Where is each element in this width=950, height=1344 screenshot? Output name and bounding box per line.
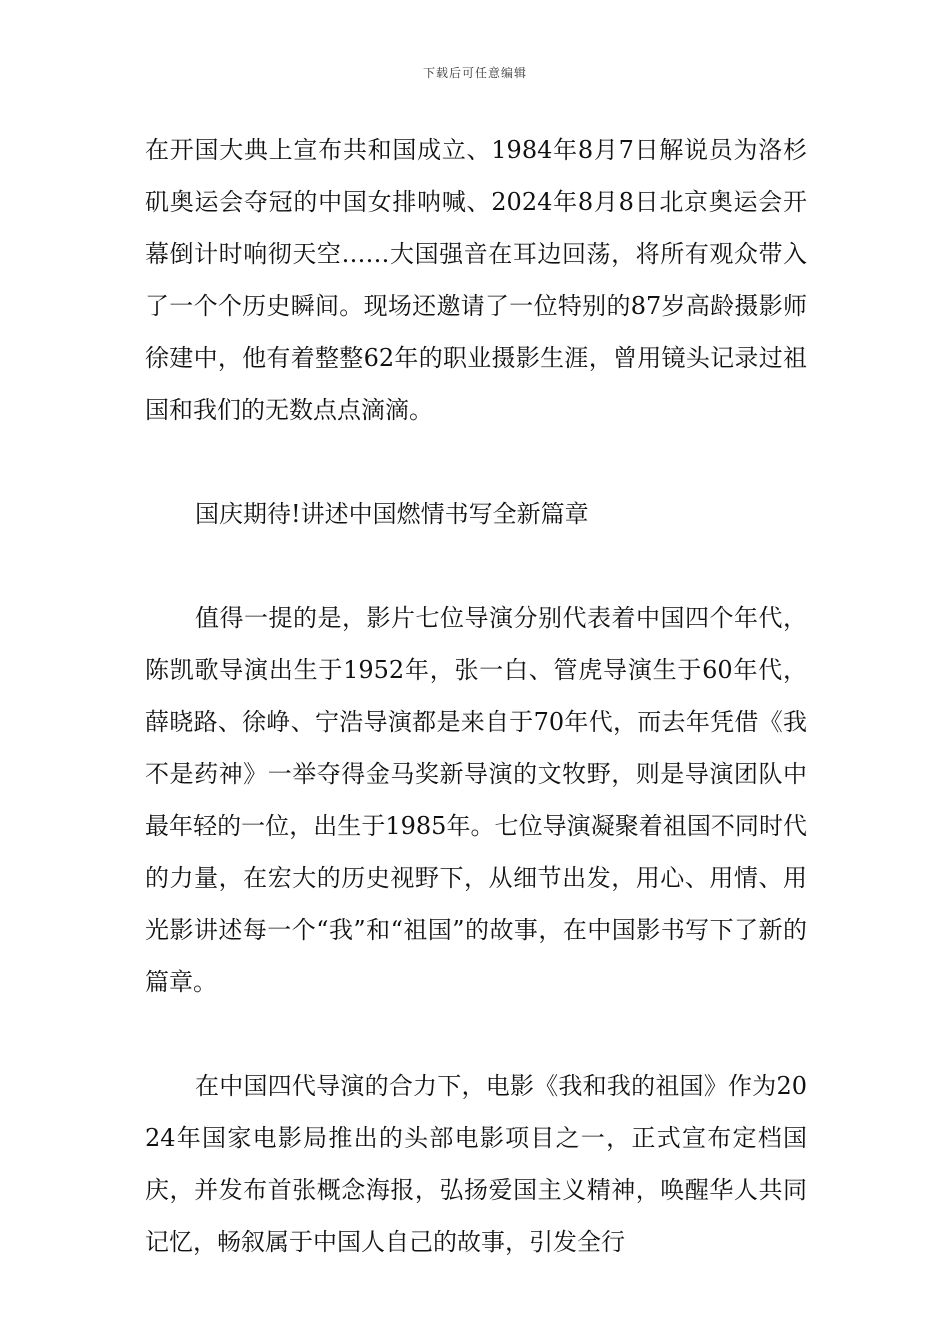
document-body (145, 124, 807, 1268)
page-header: 下载后可任意编辑 (422, 66, 527, 80)
section-heading: 国庆期待!讲述中国燃情书写全新篇章 (195, 500, 589, 528)
paragraph-release: 在中国四代导演的合力下，电影《我和我的祖国》作为2024年国家电影局推出的头部电影项目之一，正式宣布定档国庆，并发布首张概念海报，弘扬爱国主义精神，唤醒华人共同记忆，畅叙属于中国人自己的故事，引发全行 (145, 1072, 807, 1256)
paragraph-gap (145, 436, 807, 488)
paragraph-gap (145, 540, 807, 592)
paragraph-gap (145, 1008, 807, 1060)
paragraph-intro: 在开国大典上宣布共和国成立、1984年8月7日解说员为洛杉矶奥运会夺冠的中国女排呐喊、2024年8月8日北京奥运会开幕倒计时响彻天空……大国强音在耳边回荡，将所有观众带入了一个个历史瞬间。现场还邀请了一位特别的87岁高龄摄影师徐建中，他有着整整62年的职业摄影生涯，曾用镜头记录过祖国和我们的无数点点滴滴。 (145, 136, 807, 424)
paragraph-directors: 值得一提的是，影片七位导演分别代表着中国四个年代，陈凯歌导演出生于1952年，张一白、管虎导演生于60年代，薛晓路、徐峥、宁浩导演都是来自于70年代，而去年凭借《我不是药神》一举夺得金马奖新导演的文牧野，则是导演团队中最年轻的一位，出生于1985年。七位导演凝聚着祖国不同时代的力量，在宏大的历史视野下，从细节出发，用心、用情、用光影讲述每一个“我”和“祖国”的故事，在中国影书写下了新的篇章。 (145, 604, 807, 996)
